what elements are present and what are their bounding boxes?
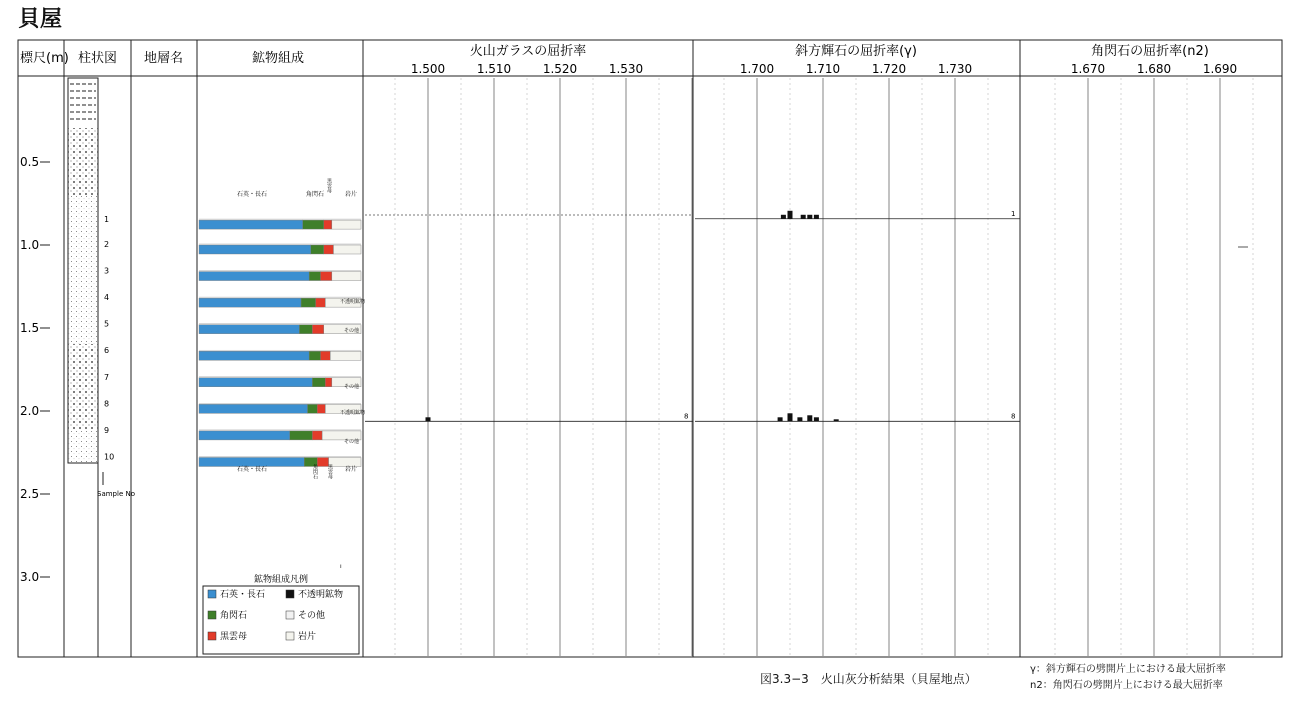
mineral-composition-chart [199,219,361,466]
x-tick-label: 1.530 [608,62,644,76]
mineral-top-label: 岩片 [345,191,358,198]
sample-number: 3 [104,266,110,276]
mineral-bar-segment [199,431,290,440]
dotted-layer [68,128,98,196]
mineral-top-label: 黒雲母 [326,178,332,193]
legend-swatch [286,590,294,598]
legend-title: 鉱物組成凡例 [254,575,309,585]
sample-number: 4 [104,293,110,303]
depth-tick-label: 2.5 [20,487,40,501]
opx-header: 斜方輝石の屈折率(γ) [795,44,917,59]
legend-label: 石英・長石 [220,590,266,600]
sample-number: 7 [104,372,110,382]
mineral-top-label: 石英・長石 [237,191,268,198]
dotted-layer [68,344,98,430]
legend-swatch [208,611,216,619]
legend-label: 岩片 [298,632,317,642]
mineral-bar-segment [303,220,324,229]
mineral-side-label: 不透明鉱物 [340,410,366,416]
x-tick-label: 1.700 [739,62,775,76]
histogram-bar [426,417,431,421]
mineral-bar-segment [332,220,361,229]
mineral-bar-segment [324,245,334,254]
mineral-header: 鉱物組成 [252,51,305,66]
mineral-bottom-label: 岩片 [345,466,358,473]
mineral-bar-segment [199,220,303,229]
histogram-bar [778,417,783,421]
mineral-bar-segment [321,351,331,360]
x-tick-label: 1.520 [542,62,578,76]
sample-number: 2 [104,240,110,249]
mineral-bar-segment [199,272,309,281]
x-tick-label: 1.720 [871,62,907,76]
mineral-bar-segment [199,245,311,254]
sample-number: 8 [104,399,110,409]
depth-tick-label: 0.5 [20,155,40,169]
depth-tick-label: 3.0 [20,570,40,584]
histogram-bar [814,215,819,219]
mineral-bar-segment [316,298,326,307]
sample-number: 5 [104,319,110,329]
mineral-side-label: その他 [344,384,360,390]
mineral-bar-segment [324,220,332,229]
sample-label: 1 [1011,209,1016,218]
refractive-index-panels [365,62,1253,656]
note-n2: n2：角閃石の劈開片上における最大屈折率 [1030,680,1223,691]
x-tick-label: 1.710 [805,62,841,76]
histogram-bar [807,415,812,421]
mineral-bar-segment [199,378,312,387]
histogram-bar [788,211,793,219]
depth-ruler [20,155,50,584]
histogram-bar [797,417,802,421]
mineral-bar-segment [199,325,299,334]
histogram-bar [834,419,839,421]
histogram-bar [801,215,806,219]
columnar-section [68,78,98,657]
depth-tick-label: 1.5 [20,321,40,335]
hbl-header: 角閃石の屈折率(n2) [1091,44,1209,59]
legend-label: その他 [298,611,326,621]
fine-layer [68,196,98,344]
mineral-bar-segment [290,431,313,440]
mineral-side-label: 不透明鉱物 [340,299,366,305]
mineral-bottom-label: 角閃石 [312,464,318,479]
x-tick-label: 1.500 [410,62,446,76]
mineral-bar-segment [333,245,361,254]
sample-number: 10 [104,452,115,462]
mineral-legend [203,573,359,654]
sample-number: 6 [104,346,110,356]
stray-mark: ı [340,563,342,570]
figure-notes [1030,662,1226,694]
formation-header: 地層名 [144,51,184,66]
scale-header: 標尺(m) [20,51,69,66]
mineral-top-label: 角閃石 [306,191,325,198]
sample-no-label: Sample No [97,490,135,498]
sample-label: 8 [1011,412,1016,421]
mineral-bar-segment [299,325,312,334]
note-gamma: γ：斜方輝石の劈開片上における最大屈折率 [1030,664,1226,675]
page-title: 貝屋 [18,7,63,32]
legend-label: 角閃石 [220,611,248,621]
histogram-bar [807,215,812,219]
x-tick-label: 1.680 [1136,62,1172,76]
mineral-bar-segment [312,431,322,440]
figure-frame [18,40,1282,657]
mineral-side-label: その他 [344,328,360,334]
column-chart-header: 柱状図 [78,51,118,66]
histogram-bar [788,413,793,421]
mineral-bar-segment [321,272,332,281]
legend-swatch [208,632,216,640]
legend-swatch [286,632,294,640]
x-tick-label: 1.690 [1202,62,1238,76]
mineral-bottom-label: 石英・長石 [237,466,268,473]
x-tick-label: 1.670 [1070,62,1106,76]
mineral-bar-segment [312,378,325,387]
sample-numbers [104,215,114,461]
sample-number: 9 [104,425,110,435]
legend-label: 不透明鉱物 [298,590,344,600]
mineral-side-label: その他 [344,439,360,445]
mineral-bar-segment [317,404,325,413]
legend-swatch [286,611,294,619]
mineral-bar-segment [308,404,318,413]
figure-caption: 図3.3−3 火山灰分析結果（貝屋地点） [760,672,977,686]
glass-header: 火山ガラスの屈折率 [469,44,587,59]
mineral-bar-segment [309,272,320,281]
mineral-bar-segment [330,351,361,360]
mineral-bar-segment [309,351,320,360]
mineral-bar-segment [199,298,301,307]
mineral-bar-segment [301,298,316,307]
sample-label: 8 [684,412,689,421]
x-tick-label: 1.730 [937,62,973,76]
legend-swatch [208,590,216,598]
histogram-bar [814,417,819,421]
mineral-bottom-label: 黒雲母 [327,464,333,479]
mineral-bar-segment [325,378,331,387]
histogram-bar [781,215,786,219]
depth-tick-label: 1.0 [20,238,40,252]
depth-tick-label: 2.0 [20,404,40,418]
mineral-bar-segment [311,245,324,254]
mineral-bar-segment [199,351,309,360]
legend-label: 黒雲母 [220,632,248,642]
mineral-bar-segment [332,272,361,281]
sample-number: 1 [104,215,110,225]
mineral-bar-segment [312,325,323,334]
mineral-bar-segment [199,404,308,413]
fine-layer [68,430,98,463]
x-tick-label: 1.510 [476,62,512,76]
